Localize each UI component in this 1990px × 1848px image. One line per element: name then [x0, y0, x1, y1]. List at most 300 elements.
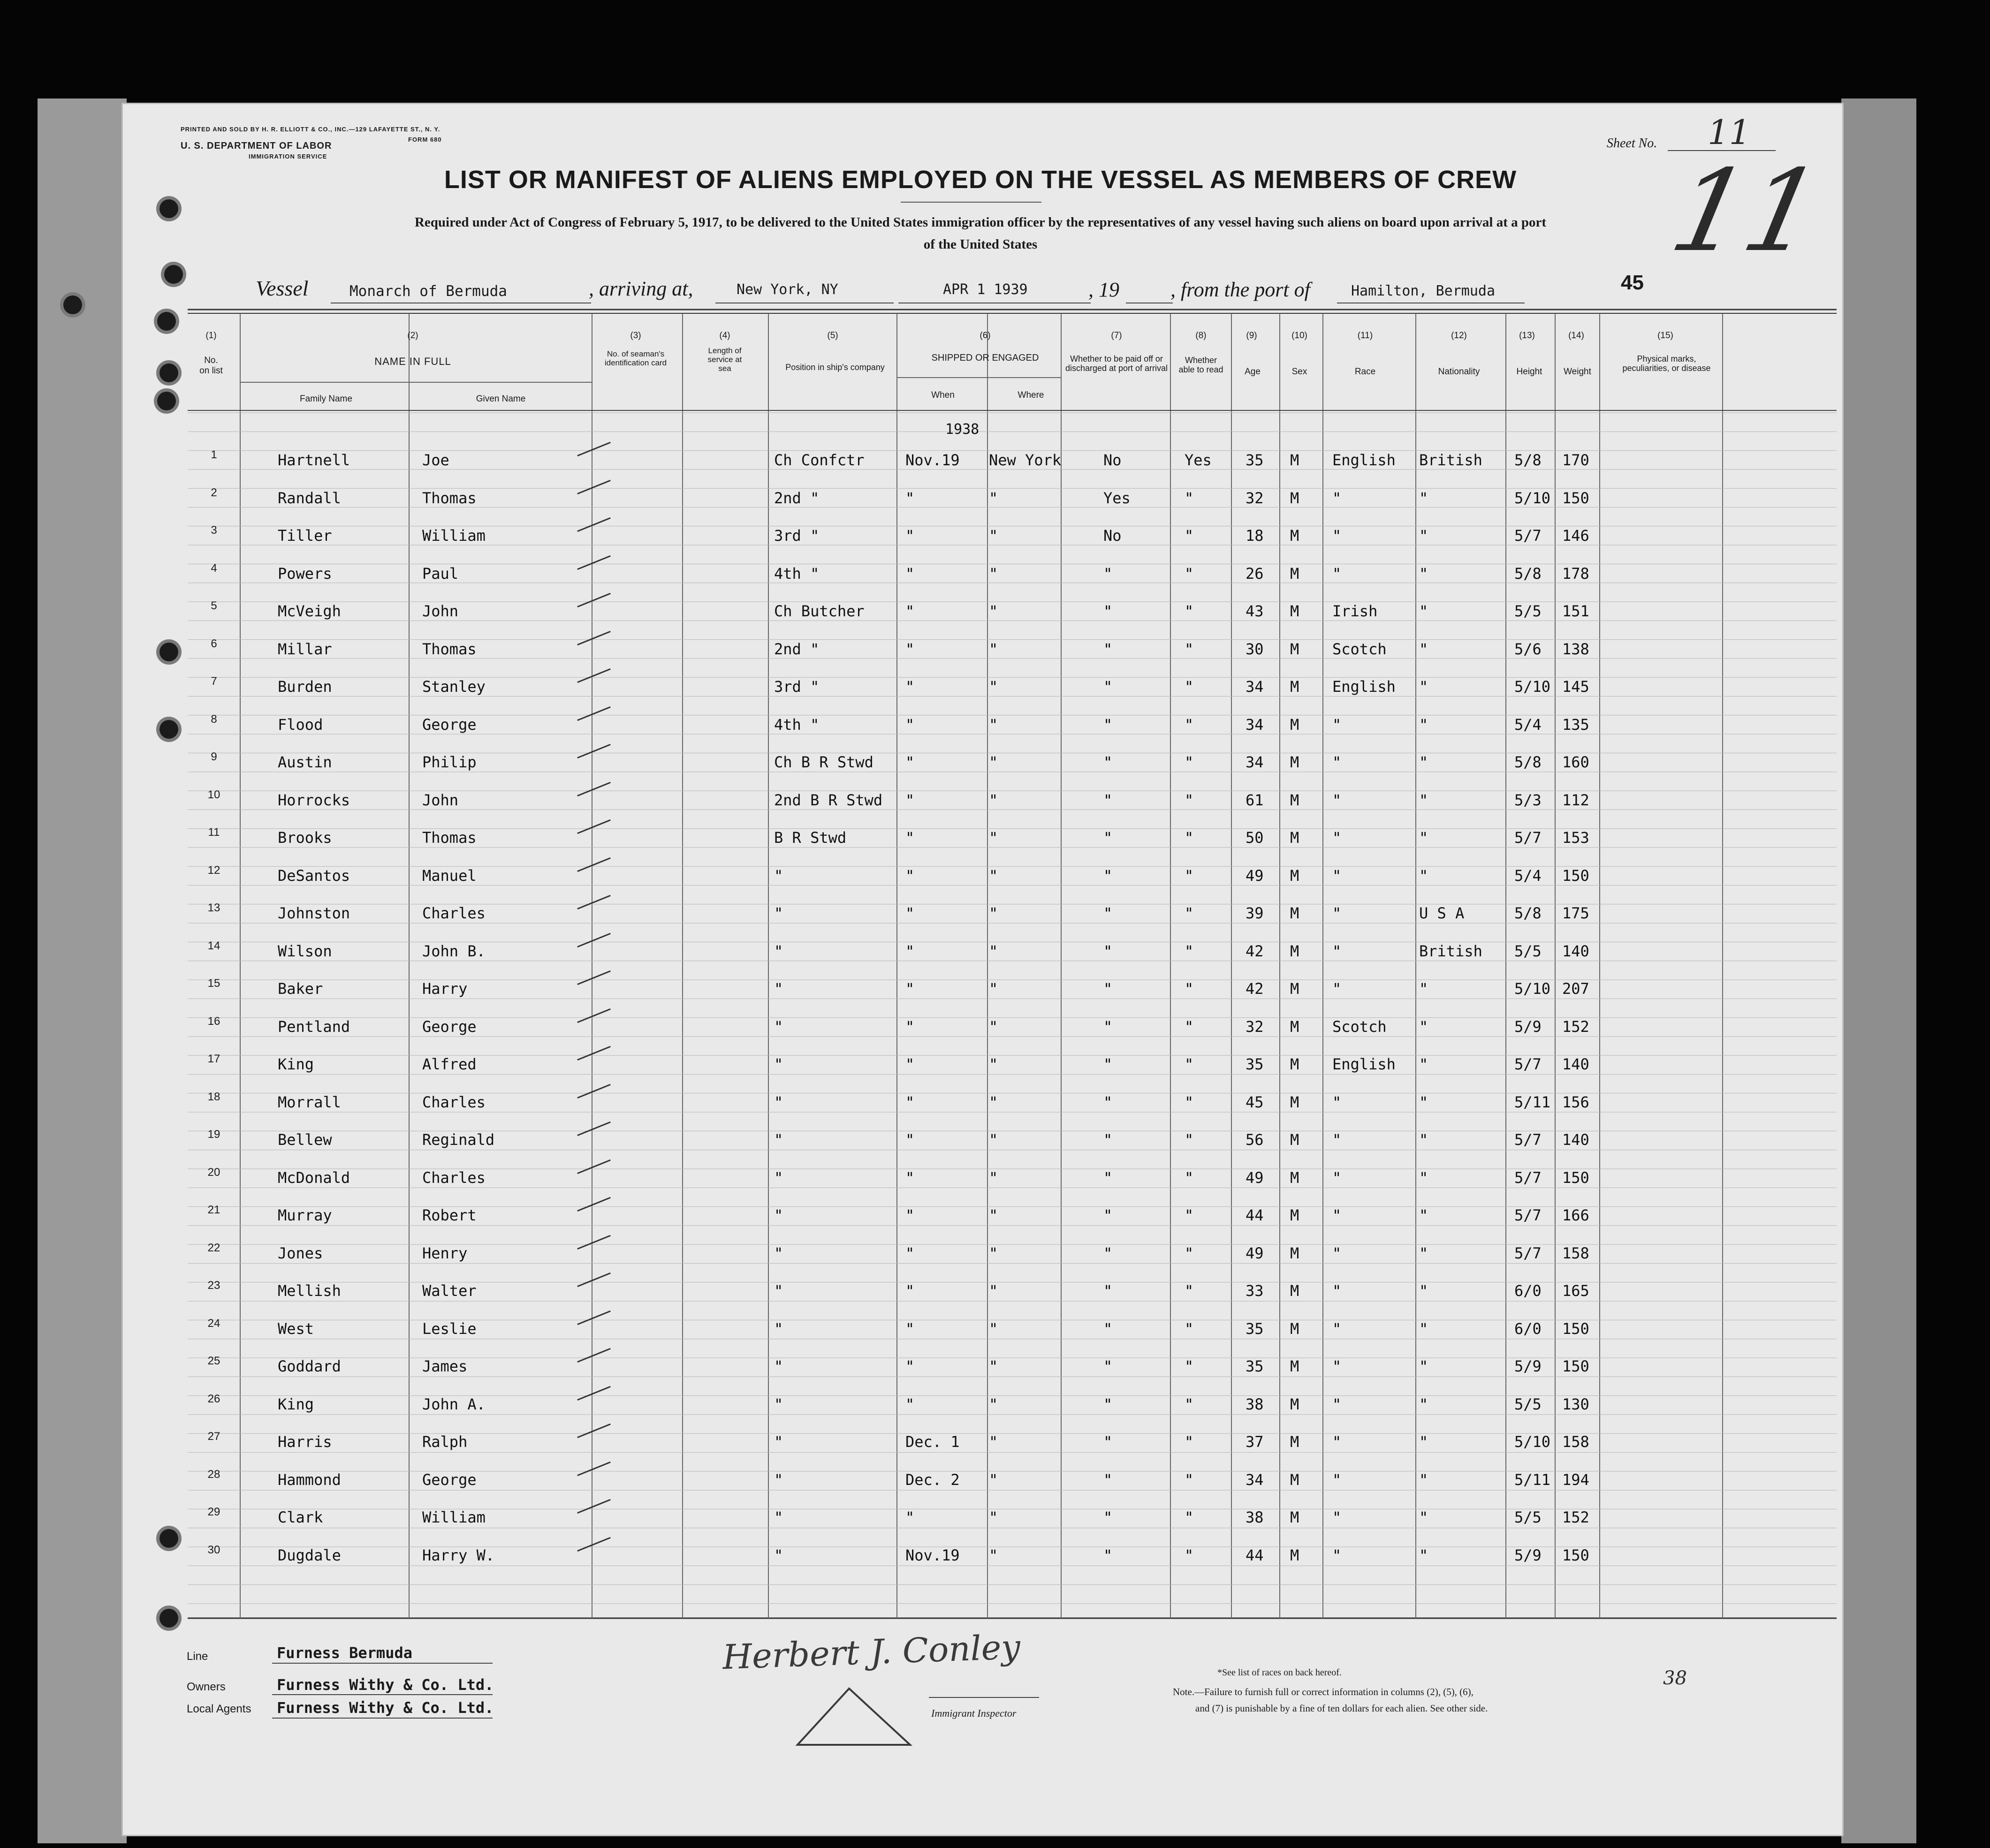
- height: 5/8: [1514, 451, 1542, 469]
- family-name: Baker: [278, 980, 323, 998]
- given-name: Reginald: [422, 1131, 495, 1149]
- age: 34: [1246, 678, 1264, 696]
- sex: M: [1290, 1093, 1299, 1111]
- race: ": [1332, 1395, 1342, 1413]
- given-name: Thomas: [422, 640, 477, 658]
- shipped-where: ": [989, 715, 998, 734]
- race: ": [1332, 1093, 1342, 1111]
- nationality: ": [1419, 678, 1428, 696]
- paid-off: ": [1103, 1357, 1113, 1375]
- penalty-note-2: and (7) is punishable by a fine of ten dollars for each alien. See other side.: [1195, 1703, 1488, 1714]
- nationality: ": [1419, 1017, 1428, 1036]
- race: ": [1332, 1508, 1342, 1526]
- nationality: ": [1419, 1131, 1428, 1149]
- age: 44: [1246, 1206, 1264, 1224]
- page-mark: 45: [1621, 271, 1644, 294]
- row-number: 23: [207, 1279, 220, 1292]
- shipped-when: ": [905, 904, 915, 922]
- able-to-read: ": [1185, 1244, 1194, 1262]
- given-name: William: [422, 1508, 486, 1526]
- row-number: 17: [207, 1053, 220, 1065]
- able-to-read: ": [1185, 1508, 1194, 1526]
- sex: M: [1290, 1546, 1299, 1564]
- col-7-header: Whether to be paid off or discharged at port of arrival: [1065, 354, 1168, 373]
- paid-off: ": [1103, 1093, 1113, 1111]
- paid-off: ": [1103, 1470, 1113, 1489]
- family-name: King: [278, 1395, 314, 1413]
- sheet-number-large: 11: [1661, 145, 1832, 277]
- able-to-read: ": [1185, 753, 1194, 771]
- shipped-when: ": [905, 1319, 915, 1338]
- sex: M: [1290, 715, 1299, 734]
- able-to-read: ": [1185, 942, 1194, 960]
- race: ": [1332, 904, 1342, 922]
- shipped-where: ": [989, 866, 998, 885]
- race: ": [1332, 715, 1342, 734]
- signature-flourish: [793, 1674, 915, 1750]
- row-number: 24: [207, 1317, 220, 1330]
- weight: 158: [1562, 1433, 1589, 1451]
- col-4-number: (4): [719, 331, 730, 341]
- race: English: [1332, 678, 1396, 696]
- form-number: FORM 680: [408, 136, 442, 143]
- shipped-when: Nov.19: [905, 1546, 960, 1564]
- paid-off: ": [1103, 715, 1113, 734]
- race: ": [1332, 753, 1342, 771]
- age: 42: [1246, 980, 1264, 998]
- nationality: ": [1419, 640, 1428, 658]
- given-name: Harry W.: [422, 1546, 495, 1564]
- height: 6/0: [1514, 1319, 1542, 1338]
- able-to-read: ": [1185, 602, 1194, 620]
- row-number: 20: [207, 1166, 220, 1179]
- paid-off: ": [1103, 980, 1113, 998]
- weight: 178: [1562, 564, 1589, 583]
- able-to-read: ": [1185, 489, 1194, 507]
- height: 5/7: [1514, 1055, 1542, 1073]
- age: 49: [1246, 1244, 1264, 1262]
- nationality: ": [1419, 1433, 1428, 1451]
- able-to-read: ": [1185, 1433, 1194, 1451]
- weight: 150: [1562, 1168, 1589, 1187]
- paid-off: Yes: [1103, 489, 1131, 507]
- shipped-when: ": [905, 1206, 915, 1224]
- sex: M: [1290, 1206, 1299, 1224]
- given-name: George: [422, 715, 477, 734]
- weight: 140: [1562, 1131, 1589, 1149]
- nationality: ": [1419, 1357, 1428, 1375]
- age: 26: [1246, 564, 1264, 583]
- position: ": [774, 1168, 783, 1187]
- nationality: ": [1419, 791, 1428, 809]
- position: 3rd ": [774, 527, 820, 545]
- col-3-number: (3): [630, 331, 641, 341]
- family-name: Horrocks: [278, 791, 350, 809]
- given-name: Henry: [422, 1244, 468, 1262]
- given-name: Alfred: [422, 1055, 477, 1073]
- race: ": [1332, 1433, 1342, 1451]
- position: Ch Confctr: [774, 451, 865, 469]
- sex: M: [1290, 1433, 1299, 1451]
- paid-off: ": [1103, 1131, 1113, 1149]
- line-label: Line: [187, 1650, 208, 1663]
- row-number: 18: [207, 1090, 220, 1103]
- nationality: ": [1419, 1244, 1428, 1262]
- able-to-read: ": [1185, 791, 1194, 809]
- weight: 175: [1562, 904, 1589, 922]
- sex: M: [1290, 942, 1299, 960]
- race: ": [1332, 791, 1342, 809]
- row-number: 11: [208, 826, 220, 839]
- paid-off: No: [1103, 451, 1122, 469]
- height: 5/4: [1514, 715, 1542, 734]
- inspector-signature: Herbert J. Conley: [722, 1627, 1021, 1677]
- given-name: John B.: [422, 942, 486, 960]
- nationality: ": [1419, 1470, 1428, 1489]
- sex: M: [1290, 602, 1299, 620]
- able-to-read: ": [1185, 904, 1194, 922]
- given-name: Leslie: [422, 1319, 477, 1338]
- shipped-when: ": [905, 527, 915, 545]
- family-name: Clark: [278, 1508, 323, 1526]
- col-8-header: Whether able to read: [1178, 356, 1223, 374]
- position: ": [774, 942, 783, 960]
- sex: M: [1290, 1357, 1299, 1375]
- sex: M: [1290, 904, 1299, 922]
- shipped-when: Dec. 2: [905, 1470, 960, 1489]
- family-name: West: [278, 1319, 314, 1338]
- row-number: 19: [207, 1128, 220, 1141]
- weight: 150: [1562, 866, 1589, 885]
- shipped-where: ": [989, 1244, 998, 1262]
- sex: M: [1290, 866, 1299, 885]
- age: 30: [1246, 640, 1264, 658]
- weight: 150: [1562, 489, 1589, 507]
- position: 4th ": [774, 715, 820, 734]
- position: ": [774, 1357, 783, 1375]
- age: 38: [1246, 1395, 1264, 1413]
- given-name: Stanley: [422, 678, 486, 696]
- race: ": [1332, 489, 1342, 507]
- able-to-read: ": [1185, 678, 1194, 696]
- age: 50: [1246, 829, 1264, 847]
- family-name: Harris: [278, 1433, 332, 1451]
- race: Scotch: [1332, 640, 1387, 658]
- position: ": [774, 904, 783, 922]
- col-14-number: (14): [1568, 331, 1584, 341]
- printer-line: PRINTED AND SOLD BY H. R. ELLIOTT & CO., INC.—129 LAFAYETTE ST., N. Y.: [181, 126, 441, 133]
- age: 49: [1246, 866, 1264, 885]
- height: 5/8: [1514, 753, 1542, 771]
- height: 5/10: [1514, 980, 1551, 998]
- weight: 170: [1562, 451, 1589, 469]
- age: 38: [1246, 1508, 1264, 1526]
- shipped-where: ": [989, 1282, 998, 1300]
- family-name: Hartnell: [278, 451, 350, 469]
- sex: M: [1290, 640, 1299, 658]
- position: 2nd ": [774, 640, 820, 658]
- row-number: 12: [207, 863, 220, 877]
- shipped-where: ": [989, 829, 998, 847]
- shipped-where: ": [989, 1357, 998, 1375]
- shipped-where: ": [989, 1395, 998, 1413]
- subtitle-line-1: Required under Act of Congress of February 5, 1917, to be delivered to the United States immigration officer by the representatives of any vessel having such aliens on board upon arrival at a port: [414, 215, 1547, 230]
- shipped-when: Dec. 1: [905, 1433, 960, 1451]
- paid-off: ": [1103, 942, 1113, 960]
- position: Ch B R Stwd: [774, 753, 873, 771]
- shipped-when: ": [905, 753, 915, 771]
- row-number: 9: [211, 750, 217, 763]
- height: 5/4: [1514, 866, 1542, 885]
- row-number: 29: [207, 1506, 220, 1518]
- family-name: Jones: [278, 1244, 323, 1262]
- shipped-where: ": [989, 527, 998, 545]
- nationality: ": [1419, 1093, 1428, 1111]
- race: ": [1332, 980, 1342, 998]
- age: 49: [1246, 1168, 1264, 1187]
- given-name: William: [422, 527, 486, 545]
- col-9-header: Age: [1245, 367, 1261, 377]
- shipped-when: ": [905, 1244, 915, 1262]
- height: 5/7: [1514, 1168, 1542, 1187]
- position: ": [774, 866, 783, 885]
- row-number: 15: [207, 977, 220, 990]
- col-6-number: (6): [980, 331, 991, 341]
- sex: M: [1290, 1168, 1299, 1187]
- position: ": [774, 1055, 783, 1073]
- line-value: Furness Bermuda: [277, 1644, 412, 1662]
- position: ": [774, 1433, 783, 1451]
- height: 5/7: [1514, 1206, 1542, 1224]
- weight: 112: [1562, 791, 1589, 809]
- weight: 158: [1562, 1244, 1589, 1262]
- height: 5/10: [1514, 1433, 1551, 1451]
- paid-off: ": [1103, 866, 1113, 885]
- race: ": [1332, 866, 1342, 885]
- weight: 150: [1562, 1319, 1589, 1338]
- nationality: ": [1419, 1546, 1428, 1564]
- sex: M: [1290, 753, 1299, 771]
- paid-off: ": [1103, 904, 1113, 922]
- given-name: Harry: [422, 980, 468, 998]
- row-number: 8: [211, 712, 217, 726]
- shipped-where: ": [989, 1093, 998, 1111]
- weight: 150: [1562, 1546, 1589, 1564]
- arriving-label: , arriving at,: [589, 277, 693, 300]
- weight: 140: [1562, 1055, 1589, 1073]
- weight: 150: [1562, 1357, 1589, 1375]
- age: 33: [1246, 1282, 1264, 1300]
- shipped-when: ": [905, 1017, 915, 1036]
- given-name: Robert: [422, 1206, 477, 1224]
- col-5-number: (5): [827, 331, 838, 341]
- able-to-read: ": [1185, 1017, 1194, 1036]
- weight: 138: [1562, 640, 1589, 658]
- position: ": [774, 1282, 783, 1300]
- race: ": [1332, 829, 1342, 847]
- year-label: , 19: [1088, 278, 1119, 301]
- row-number: 26: [207, 1392, 220, 1405]
- col-1-header: No. on list: [199, 356, 223, 376]
- able-to-read: ": [1185, 1357, 1194, 1375]
- family-name: Morrall: [278, 1093, 341, 1111]
- family-name: Johnston: [278, 904, 350, 922]
- row-number: 3: [211, 524, 217, 537]
- family-name: McVeigh: [278, 602, 341, 620]
- position: ": [774, 1244, 783, 1262]
- shipped-where: ": [989, 489, 998, 507]
- nationality: ": [1419, 1319, 1428, 1338]
- paid-off: ": [1103, 791, 1113, 809]
- col-12-number: (12): [1451, 331, 1467, 341]
- row-number: 21: [207, 1204, 220, 1216]
- able-to-read: ": [1185, 1282, 1194, 1300]
- family-name: Millar: [278, 640, 332, 658]
- sex: M: [1290, 1282, 1299, 1300]
- col-14-header: Weight: [1564, 367, 1591, 377]
- department-label: U. S. DEPARTMENT OF LABOR: [181, 141, 332, 151]
- family-name: Austin: [278, 753, 332, 771]
- arrival-port: New York, NY: [737, 281, 838, 298]
- col-10-number: (10): [1291, 331, 1307, 341]
- height: 5/11: [1514, 1470, 1551, 1489]
- owners-label: Owners: [187, 1681, 226, 1693]
- col-2-header: NAME IN FULL: [374, 356, 451, 367]
- position: ": [774, 1093, 783, 1111]
- given-name: James: [422, 1357, 468, 1375]
- row-number: 27: [207, 1430, 220, 1443]
- shipped-where: ": [989, 980, 998, 998]
- nationality: British: [1419, 942, 1482, 960]
- nationality: ": [1419, 564, 1428, 583]
- col-15-header: Physical marks, peculiarities, or disease: [1622, 354, 1711, 373]
- height: 5/8: [1514, 564, 1542, 583]
- signature-underline: [929, 1697, 1039, 1698]
- race: ": [1332, 942, 1342, 960]
- col-7-number: (7): [1111, 331, 1122, 341]
- row-number: 30: [207, 1543, 220, 1556]
- agents-value: Furness Withy & Co. Ltd.: [277, 1699, 494, 1717]
- paid-off: ": [1103, 1017, 1113, 1036]
- height: 5/7: [1514, 829, 1542, 847]
- shipped-when: ": [905, 1357, 915, 1375]
- sheet-number-label: Sheet No.: [1607, 136, 1657, 151]
- race: ": [1332, 1470, 1342, 1489]
- age: 61: [1246, 791, 1264, 809]
- shipped-where: ": [989, 1017, 998, 1036]
- paid-off: ": [1103, 640, 1113, 658]
- owners-underline: [272, 1694, 493, 1695]
- paid-off: ": [1103, 1433, 1113, 1451]
- nationality: ": [1419, 753, 1428, 771]
- col-6b-header: Where: [1018, 390, 1044, 400]
- position: ": [774, 1508, 783, 1526]
- family-name: Murray: [278, 1206, 332, 1224]
- race: ": [1332, 564, 1342, 583]
- weight: 153: [1562, 829, 1589, 847]
- position: 3rd ": [774, 678, 820, 696]
- paid-off: ": [1103, 1319, 1113, 1338]
- shipped-where: ": [989, 942, 998, 960]
- nationality: ": [1419, 1206, 1428, 1224]
- able-to-read: ": [1185, 1093, 1194, 1111]
- from-port-label: , from the port of: [1170, 278, 1310, 301]
- sex: M: [1290, 1395, 1299, 1413]
- given-name: Philip: [422, 753, 477, 771]
- shipped-when: ": [905, 1093, 915, 1111]
- row-number: 2: [211, 486, 217, 499]
- position: 4th ": [774, 564, 820, 583]
- arrival-date: APR 1 1939: [943, 281, 1028, 298]
- sex: M: [1290, 1319, 1299, 1338]
- service-label: IMMIGRATION SERVICE: [249, 153, 327, 160]
- departure-port: Hamilton, Bermuda: [1351, 283, 1496, 299]
- sex: M: [1290, 489, 1299, 507]
- position: 2nd ": [774, 489, 820, 507]
- row-number: 16: [207, 1015, 220, 1028]
- nationality: ": [1419, 715, 1428, 734]
- age: 34: [1246, 1470, 1264, 1489]
- weight: 194: [1562, 1470, 1589, 1489]
- sex: M: [1290, 1017, 1299, 1036]
- age: 35: [1246, 1319, 1264, 1338]
- shipped-when: ": [905, 1055, 915, 1073]
- paid-off: ": [1103, 1508, 1113, 1526]
- family-name: Flood: [278, 715, 323, 734]
- shipped-where: ": [989, 1546, 998, 1564]
- agents-label: Local Agents: [187, 1703, 251, 1715]
- shipped-where: ": [989, 640, 998, 658]
- height: 5/7: [1514, 1244, 1542, 1262]
- nationality: ": [1419, 1282, 1428, 1300]
- nationality: ": [1419, 1055, 1428, 1073]
- vessel-name: Monarch of Bermuda: [349, 283, 507, 300]
- family-name: Bellew: [278, 1131, 332, 1149]
- shipped-when: ": [905, 1168, 915, 1187]
- paid-off: ": [1103, 1244, 1113, 1262]
- paid-off: ": [1103, 1168, 1113, 1187]
- family-name: Mellish: [278, 1282, 341, 1300]
- family-name: Powers: [278, 564, 332, 583]
- height: 5/3: [1514, 791, 1542, 809]
- inspector-label: Immigrant Inspector: [931, 1707, 1017, 1719]
- col-5-header: Position in ship's company: [785, 363, 885, 372]
- shipped-when: ": [905, 791, 915, 809]
- race: Irish: [1332, 602, 1378, 620]
- col-13-number: (13): [1519, 331, 1535, 341]
- age: 43: [1246, 602, 1264, 620]
- position: ": [774, 1206, 783, 1224]
- able-to-read: ": [1185, 715, 1194, 734]
- paid-off: ": [1103, 564, 1113, 583]
- given-name: George: [422, 1017, 477, 1036]
- shipped-when: ": [905, 489, 915, 507]
- col-2-number: (2): [407, 331, 418, 341]
- races-note: *See list of races on back hereof.: [1217, 1667, 1342, 1678]
- row-number: 13: [207, 901, 220, 914]
- height: 5/5: [1514, 602, 1542, 620]
- position: Ch Butcher: [774, 602, 865, 620]
- line-underline: [272, 1663, 493, 1664]
- able-to-read: ": [1185, 980, 1194, 998]
- weight: 166: [1562, 1206, 1589, 1224]
- age: 32: [1246, 1017, 1264, 1036]
- family-name: Wilson: [278, 942, 332, 960]
- given-name: John A.: [422, 1395, 486, 1413]
- position: ": [774, 1319, 783, 1338]
- shipped-when: ": [905, 942, 915, 960]
- shipped-when: Nov.19: [905, 451, 960, 469]
